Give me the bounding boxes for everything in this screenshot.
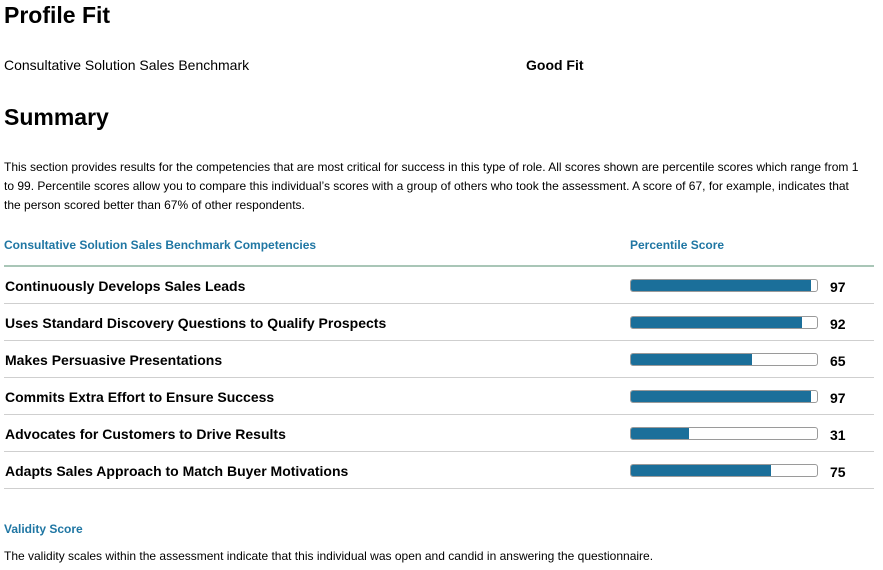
competencies-column-header: Consultative Solution Sales Benchmark Competencies [4, 238, 317, 252]
competency-row [4, 452, 874, 489]
score-bar-fill [631, 317, 802, 328]
score-bar-fill [631, 280, 811, 291]
benchmark-name: Consultative Solution Sales Benchmark [4, 57, 250, 73]
validity-score-heading: Validity Score [4, 522, 83, 536]
competency-table [4, 267, 874, 489]
competency-label: Makes Persuasive Presentations [5, 352, 223, 368]
score-bar-fill [631, 354, 752, 365]
score-value: 65 [830, 353, 846, 369]
summary-heading: Summary [4, 104, 109, 130]
competency-label: Commits Extra Effort to Ensure Success [5, 389, 275, 405]
competency-label: Continuously Develops Sales Leads [5, 278, 246, 294]
competency-row [4, 267, 874, 304]
competency-row [4, 304, 874, 341]
score-bar [630, 353, 818, 366]
score-bar [630, 316, 818, 329]
score-bar [630, 390, 818, 403]
score-bar-fill [631, 428, 689, 439]
score-value: 97 [830, 279, 846, 295]
percentile-score-column-header: Percentile Score [630, 238, 725, 252]
validity-score-text: The validity scales within the assessment indicate that this individual was open and candid in answering the questionnaire. [4, 549, 654, 563]
score-bar-fill [631, 391, 811, 402]
competency-label: Adapts Sales Approach to Match Buyer Motivations [5, 463, 349, 479]
score-bar [630, 427, 818, 440]
competency-label: Advocates for Customers to Drive Results [5, 426, 286, 442]
score-value: 75 [830, 464, 846, 480]
competency-label: Uses Standard Discovery Questions to Qualify Prospects [5, 315, 387, 331]
fit-result: Good Fit [526, 57, 584, 73]
score-value: 97 [830, 390, 846, 406]
summary-intro: This section provides results for the competencies that are most critical for success in this type of role. All scores shown are percentile scores which range from 1 to 99. Percentile scores allow you to compare this individual’s scores with a group of others who took the assessment. A score of 67, for example, indicates that the person scored better than 67% of other respondents. [4, 160, 859, 212]
score-bar-fill [631, 465, 771, 476]
score-value: 31 [830, 427, 846, 443]
competency-row [4, 415, 874, 452]
competency-row [4, 341, 874, 378]
score-bar [630, 464, 818, 477]
competency-row [4, 378, 874, 415]
profile-fit-heading: Profile Fit [4, 2, 111, 28]
score-bar [630, 279, 818, 292]
score-value: 92 [830, 316, 846, 332]
